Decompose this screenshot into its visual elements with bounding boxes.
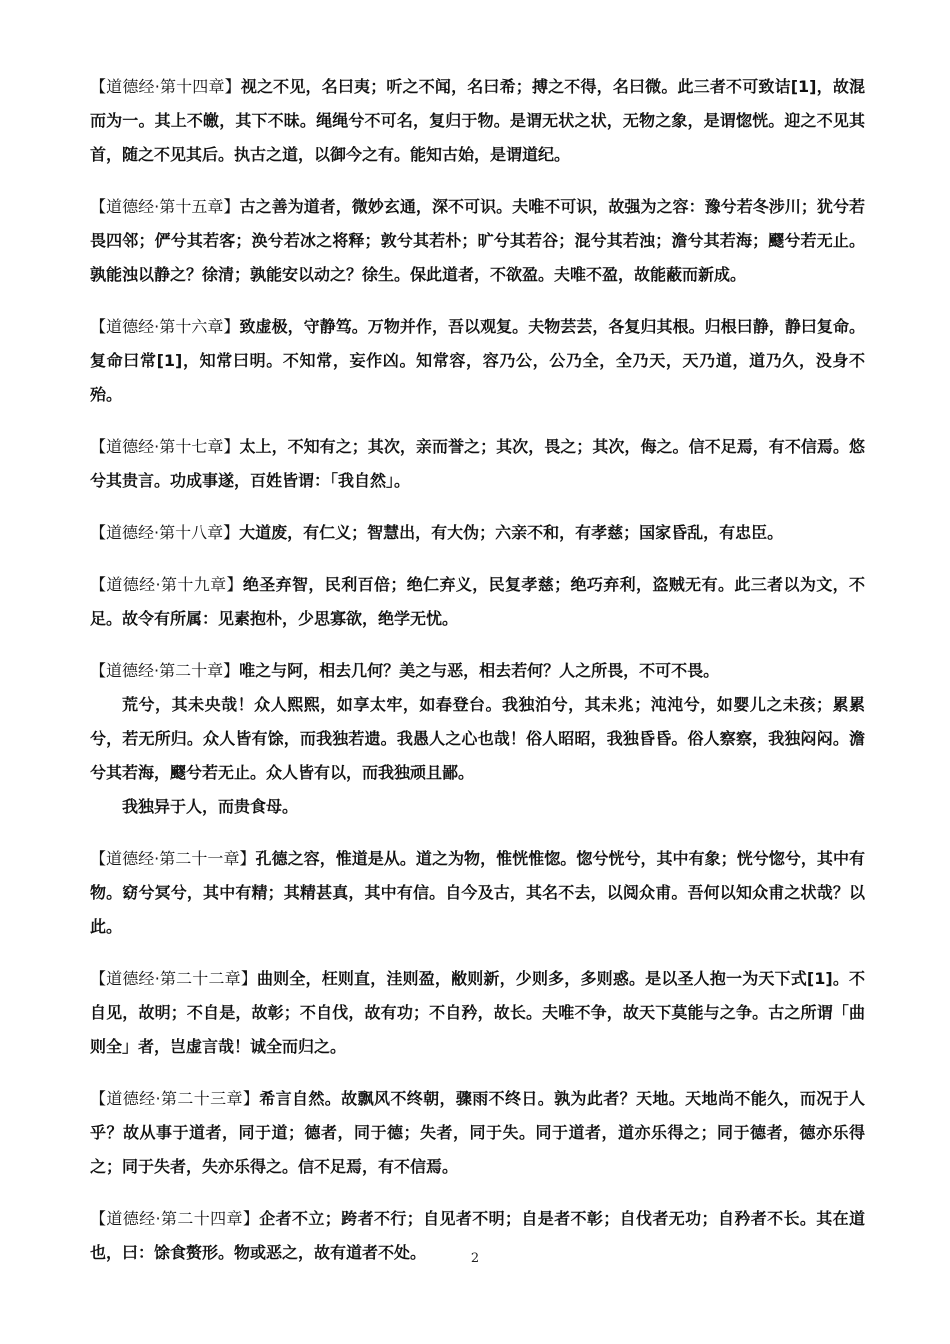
chapter-label: 【道德经·第十六章】 [90, 317, 240, 336]
chapter-text: 致虚极，守静笃。万物并作，吾以观复。夫物芸芸，各复归其根。归根曰静，静曰复命。复命曰常[1]，知常曰明。不知常，妄作凶。知常容，容乃公，公乃全，全乃天，天乃道，道乃久，没身不殆。 [90, 317, 865, 404]
chapter-text: 希言自然。故飘风不终朝，骤雨不终日。孰为此者？天地。天地尚不能久，而况于人乎？故从事于道者，同于道；德者，同于德；失者，同于失。同于道者，道亦乐得之；同于德者，德亦乐得之；同于失者，失亦乐得之。信不足焉，有不信焉。 [90, 1089, 865, 1176]
chapter-label: 【道德经·第十九章】 [90, 575, 243, 594]
chapter-14 [90, 70, 865, 172]
chapter-text: 视之不见，名曰夷；听之不闻，名曰希；搏之不得，名曰微。此三者不可致诘[1]，故混而为一。其上不皦，其下不昧。绳绳兮不可名，复归于物。是谓无状之状，无物之象，是谓惚恍。迎之不见其首，随之不见其后。执古之道，以御今之有。能知古始，是谓道纪。 [90, 77, 865, 164]
chapter-paragraph [90, 962, 865, 1064]
chapter-label: 【道德经·第二十章】 [90, 661, 240, 680]
document-body [90, 70, 865, 1288]
chapter-label: 【道德经·第十四章】 [90, 77, 241, 96]
chapter-18 [90, 516, 865, 550]
chapter-text: 孔德之容，惟道是从。道之为物，惟恍惟惚。惚兮恍兮，其中有象；恍兮惚兮，其中有物。窈兮冥兮，其中有精；其精甚真，其中有信。自今及古，其名不去，以阅众甫。吾何以知众甫之状哉？以此。 [90, 849, 865, 936]
chapter-text: 太上，不知有之；其次，亲而誉之；其次，畏之；其次，侮之。信不足焉，有不信焉。悠兮其贵言。功成事遂，百姓皆谓：「我自然」。 [90, 437, 865, 490]
chapter-19 [90, 568, 865, 636]
chapter-label: 【道德经·第二十一章】 [90, 849, 256, 868]
chapter-paragraph [90, 190, 865, 292]
chapter-text: 唯之与阿，相去几何？美之与恶，相去若何？人之所畏，不可不畏。 [239, 661, 720, 680]
chapter-text: 荒兮，其未央哉！众人熙熙，如享太牢，如春登台。我独泊兮，其未兆；沌沌兮，如婴儿之未孩；累累兮，若无所归。众人皆有馀，而我独若遗。我愚人之心也哉！俗人昭昭，我独昏昏。俗人察察，我独闷闷。澹兮其若海，飂兮若无止。众人皆有以，而我独顽且鄙。 [90, 695, 865, 782]
chapter-label: 【道德经·第十七章】 [90, 437, 240, 456]
chapter-23 [90, 1082, 865, 1184]
chapter-22 [90, 962, 865, 1064]
chapter-text: 大道废，有仁义；智慧出，有大伪；六亲不和，有孝慈；国家昏乱，有忠臣。 [239, 523, 784, 542]
chapter-label: 【道德经·第十八章】 [90, 523, 240, 542]
chapter-paragraph [90, 568, 865, 636]
chapter-paragraph [90, 654, 865, 688]
chapter-label: 【道德经·第十五章】 [90, 197, 240, 216]
page-number: 2 [470, 1251, 480, 1266]
chapter-text: 曲则全，枉则直，洼则盈，敝则新，少则多，多则惑。是以圣人抱一为天下式[1]。不自见，故明；不自是，故彰；不自伐，故有功；不自矜，故长。夫唯不争，故天下莫能与之争。古之所谓「曲则全」者，岂虚言哉！诚全而归之。 [90, 969, 865, 1056]
chapter-paragraph [90, 1082, 865, 1184]
chapter-text: 绝圣弃智，民利百倍；绝仁弃义，民复孝慈；绝巧弃利，盗贼无有。此三者以为文，不足。故令有所属：见素抱朴，少思寡欲，绝学无忧。 [90, 575, 865, 628]
chapter-paragraph [90, 70, 865, 172]
chapter-text: 我独异于人，而贵食母。 [122, 797, 299, 816]
chapter-paragraph [90, 842, 865, 944]
chapter-label: 【道德经·第二十三章】 [90, 1089, 260, 1108]
chapter-21 [90, 842, 865, 944]
chapter-15 [90, 190, 865, 292]
chapter-paragraph [90, 310, 865, 412]
chapter-16 [90, 310, 865, 412]
chapter-17 [90, 430, 865, 498]
chapter-20 [90, 654, 865, 824]
chapter-text: 古之善为道者，微妙玄通，深不可识。夫唯不可识，故强为之容：豫兮若冬涉川；犹兮若畏四邻；俨兮其若客；涣兮若冰之将释；敦兮其若朴；旷兮其若谷；混兮其若浊；澹兮其若海；飂兮若无止。孰能浊以静之？徐清；孰能安以动之？徐生。保此道者，不欲盈。夫唯不盈，故能蔽而新成。 [90, 197, 865, 284]
chapter-paragraph [90, 430, 865, 498]
chapter-text: 企者不立；跨者不行；自见者不明；自是者不彰；自伐者无功；自矜者不长。其在道也，曰：馀食赘形。物或恶之，故有道者不处。 [90, 1209, 865, 1262]
chapter-label: 【道德经·第二十二章】 [90, 969, 257, 988]
chapter-paragraph [90, 516, 865, 550]
chapter-label: 【道德经·第二十四章】 [90, 1209, 260, 1228]
